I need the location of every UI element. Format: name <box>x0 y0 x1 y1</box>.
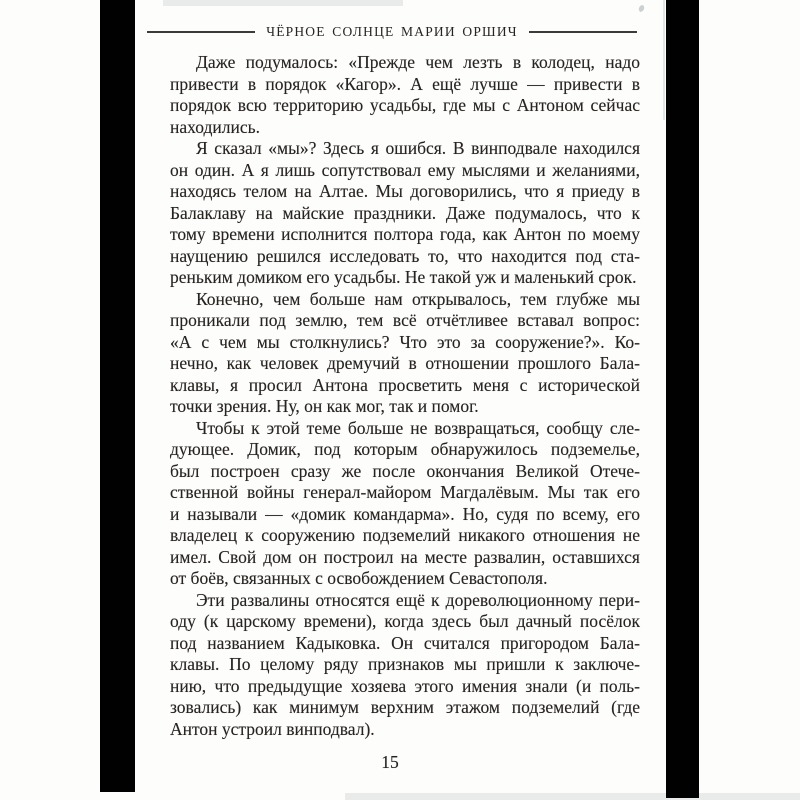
text-line: находились. <box>170 116 260 137</box>
text-line: имел. Свой дом он построил на месте развалин, оставшихся <box>170 546 640 567</box>
text-line: и называли — «домик командарма». Но, судя по всему, его <box>170 503 640 524</box>
text-line: проникали под землю, тем всё отчётливее вставал вопрос: <box>170 310 640 330</box>
text-line: порядок всю территорию усадьбы, где мы с Антоном сейчас <box>170 95 640 115</box>
text-line: привести в порядок «Кагор». А ещё лучше — привести в <box>170 73 640 94</box>
scan-artifact-bottom-strip <box>345 793 800 800</box>
running-header-title: ЧЁРНОЕ СОЛНЦЕ МАРИИ ОРШИЧ <box>266 24 518 39</box>
text-line: ственной войны генерал-майором Магдалёвым. Мы так его <box>170 482 640 502</box>
text-line: нию, что предыдущие хозяева этого имения знали (и поль- <box>170 675 640 696</box>
scan-background-bar-left <box>100 0 135 792</box>
text-line: Конечно, чем больше нам открывалось, тем глубже мы <box>196 288 640 309</box>
scan-artifact-top-strip <box>163 0 403 6</box>
text-line: Чтобы к этой теме больше не возвращаться, сообщу сле- <box>196 417 640 438</box>
text-line: точки зрения. Ну, он как мог, так и помог. <box>170 396 479 416</box>
scan-artifact-edge-line <box>663 0 665 120</box>
text-line: клавы, я просил Антона просветить меня с исторической <box>170 374 640 395</box>
text-line: Балаклаву на майские праздники. Даже подумалось, что к <box>170 202 640 223</box>
text-line: был построен сразу же после окончания Великой Отече- <box>170 460 640 481</box>
paragraph <box>170 52 640 138</box>
text-line: владелец к сооружению подземелий никакого отношения не <box>170 525 640 545</box>
text-line: Даже подумалось: «Прежде чем лезть в колодец, надо <box>196 52 640 72</box>
text-line: наущению решился исследовать то, что находится под ста- <box>170 245 640 266</box>
text-line: клавы. По целому ряду признаков мы пришли к заключе- <box>170 654 640 674</box>
text-line: находясь телом на Алтае. Мы договорились, что я приеду в <box>170 181 640 201</box>
text-line: реньким домиком его усадьбы. Не такой уж и маленький срок. <box>170 267 637 287</box>
page-body-text <box>170 52 640 740</box>
scan-background-bar-right <box>666 0 699 798</box>
text-line: Я сказал «мы»? Здесь я ошибся. В винподвале находился <box>196 138 640 158</box>
paragraph <box>170 418 640 590</box>
text-line: нечно, как человек дремучий в отношении прошлого Бала- <box>170 353 640 373</box>
text-line: дующее. Домик, под которым обнаружилось подземелье, <box>170 439 640 459</box>
text-line: тому времени исполнится полтора года, как Антон по моему <box>170 224 640 244</box>
text-line: он один. А я лишь сопутствовал ему мыслями и желаниями, <box>170 159 640 180</box>
text-line: зовались) как минимум верхним этажом подземелий (где <box>170 697 640 717</box>
page-number: 15 <box>381 752 399 772</box>
paragraph <box>170 590 640 741</box>
text-line: под названием Кадыковка. Он считался пригородом Бала- <box>170 632 640 653</box>
text-line: Эти развалины относятся ещё к дореволюционному пери- <box>196 589 640 610</box>
paragraph <box>170 138 640 289</box>
paragraph <box>170 289 640 418</box>
text-line: Антон устроил винподвал). <box>170 718 375 739</box>
scan-artifact-speck <box>638 4 645 12</box>
text-line: от боёв, связанных с освобождением Севастополя. <box>170 568 548 588</box>
text-line: «А с чем мы столкнулись? Что это за сооружение?». Ко- <box>170 331 640 352</box>
running-header <box>157 24 627 40</box>
text-line: оду (к царскому времени), когда здесь был дачный посёлок <box>170 611 640 631</box>
header-rule-left <box>147 31 255 33</box>
header-rule-right <box>529 31 637 33</box>
